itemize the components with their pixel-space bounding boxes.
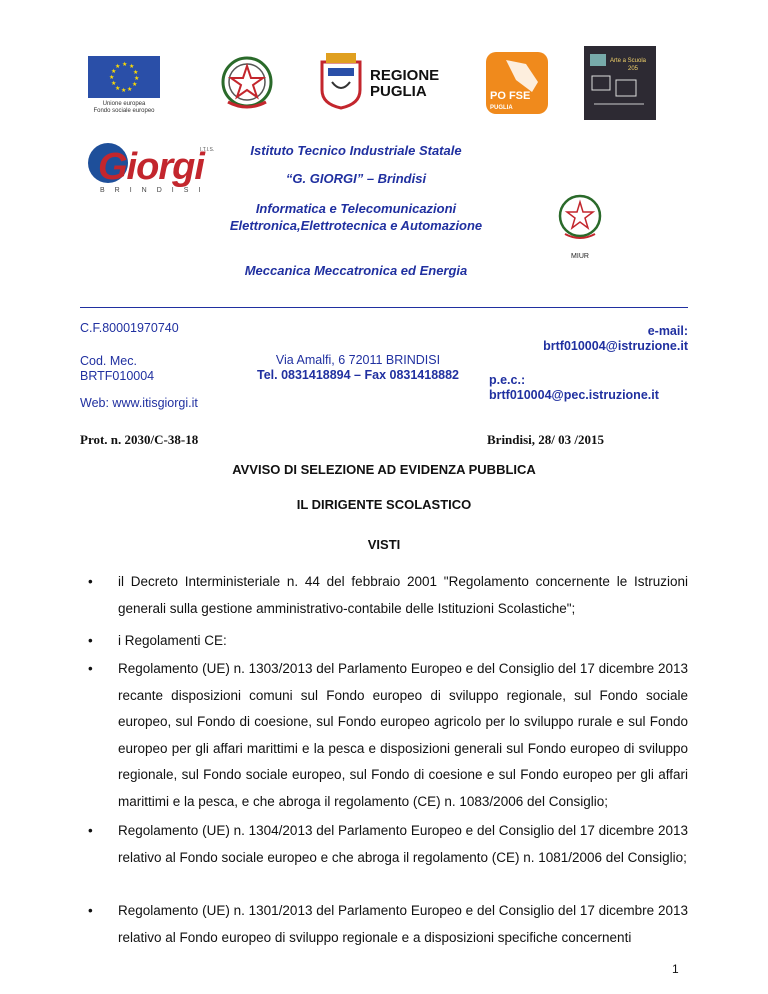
institute-courses: Informatica e Telecomunicazioni Elettronica,Elettrotecnica e Automazione [229, 201, 483, 233]
italian-republic-emblem-icon [216, 52, 278, 114]
po-fse-logo [486, 52, 548, 114]
pec-value[interactable]: brtf010004@pec.istruzione.it [489, 388, 659, 402]
email-label: e-mail: [647, 324, 688, 338]
giorgi-itis: I.T.I.S. [200, 147, 215, 153]
regione-line2: PUGLIA [370, 83, 427, 100]
bullet-icon: • [88, 574, 93, 589]
svg-text:★: ★ [122, 61, 128, 68]
institute-courses-2: Meccanica Meccatronica ed Energia [244, 263, 468, 278]
list-item-text: i Regolamenti CE: [118, 633, 227, 648]
eu-caption-1: Unione europea [102, 101, 146, 107]
pec-label: p.e.c.: [489, 373, 526, 387]
svg-text:★: ★ [133, 69, 139, 76]
list-item [80, 628, 688, 655]
bullet-icon: • [88, 823, 93, 838]
list-item [80, 569, 688, 622]
list-item-text: Regolamento (UE) n. 1304/2013 del Parlamento Europeo e del Consiglio del 17 dicembre 2013 relativo al Fondo sociale europeo e che abroga il regolamento (CE) n. 1081/2006 del Consiglio; [118, 823, 688, 865]
eu-flag-icon [88, 56, 160, 98]
svg-text:★: ★ [134, 75, 140, 82]
tel-fax: Tel. 0831418894 – Fax 0831418882 [256, 368, 460, 382]
giorgi-wordmark: Giorgi [98, 146, 204, 188]
bullet-icon: • [88, 661, 93, 676]
arte-title: Arte a Scuola [610, 58, 647, 64]
codmec-value: BRTF010004 [80, 369, 155, 383]
logo-band [56, 42, 688, 124]
regione-puglia-crest-icon [318, 50, 364, 110]
po-fse-sub: PUGLIA [490, 105, 513, 111]
svg-text:★: ★ [121, 87, 127, 94]
svg-text:★: ★ [111, 80, 117, 87]
pec-block [489, 373, 689, 403]
institute-type: Istituto Tecnico Industriale Statale [250, 143, 462, 158]
svg-text:★: ★ [111, 68, 117, 75]
eu-caption-2: Fondo sociale europeo [93, 108, 155, 114]
list-item-text: Regolamento (UE) n. 1301/2013 del Parlamento Europeo e del Consiglio del 17 dicembre 2013 relativo al Fondo europeo di sviluppo regionale e a disposizioni specifiche concernenti [118, 903, 688, 945]
arte-number: 205 [628, 66, 639, 72]
document-date: Brindisi, 28/ 03 /2015 [487, 432, 605, 447]
email-block [480, 324, 688, 354]
miur-label: MIUR [571, 253, 589, 260]
po-fse-title: PO FSE [490, 90, 531, 102]
notice-title: AVVISO DI SELEZIONE AD EVIDENZA PUBBLICA [232, 462, 536, 477]
email-value[interactable]: brtf010004@istruzione.it [543, 339, 688, 353]
dirigente-heading: IL DIRIGENTE SCOLASTICO [296, 497, 472, 512]
giorgi-city: BRINDISI [100, 187, 211, 194]
svg-text:★: ★ [132, 81, 138, 88]
visti-heading: VISTI [367, 537, 401, 552]
codmec-label: Cod. Mec. [80, 354, 137, 368]
list-item-text: Regolamento (UE) n. 1303/2013 del Parlamento Europeo e del Consiglio del 17 dicembre 2013 recante disposizioni comuni sul Fondo europeo di sviluppo regionale, sul Fondo sociale europeo, sul Fondo di coesione, sul Fondo europeo agricolo per lo sviluppo rurale e sul Fondo europeo per gli affari marittimi e la pesca e disposizioni generali sul Fondo europeo di sviluppo regionale, sul Fondo sociale europeo, sul Fondo di coesione e sul Fondo europeo per gli affari marittimi e la pesca, e che abroga il regolamento (CE) n. 1083/2006 del Consiglio; [118, 661, 688, 809]
website[interactable]: Web: www.itisgiorgi.it [80, 396, 198, 410]
svg-text:★: ★ [127, 86, 133, 93]
list-item [80, 898, 688, 951]
regione-line1: REGIONE [370, 67, 440, 84]
list-item-text: il Decreto Interministeriale n. 44 del febbraio 2001 "Regolamento concernente le Istruzioni generali sulla gestione amministrativo-contabile delle Istituzioni Scolastiche"; [118, 574, 688, 616]
eu-logo [88, 56, 160, 115]
giorgi-logo [88, 143, 216, 201]
header-divider [80, 307, 688, 308]
street-address: Via Amalfi, 6 72011 BRINDISI [275, 353, 441, 367]
bullet-icon: • [88, 633, 93, 648]
institute-name: “G. GIORGI” – Brindisi [285, 171, 427, 186]
arte-a-scuola-logo [584, 46, 656, 120]
miur-emblem-icon [555, 190, 605, 246]
list-item [80, 818, 688, 871]
page-number: 1 [672, 962, 679, 976]
codice-meccanografico [80, 354, 200, 384]
protocol-number: Prot. n. 2030/C-38-18 [80, 432, 199, 447]
address-block [238, 353, 478, 383]
svg-text:★: ★ [109, 74, 115, 81]
list-item [80, 656, 688, 815]
miur-logo [555, 190, 605, 260]
codice-fiscale: C.F.80001970740 [80, 321, 179, 335]
svg-text:★: ★ [115, 85, 121, 92]
svg-text:★: ★ [129, 63, 135, 70]
svg-text:★: ★ [115, 63, 121, 70]
bullet-icon: • [88, 903, 93, 918]
